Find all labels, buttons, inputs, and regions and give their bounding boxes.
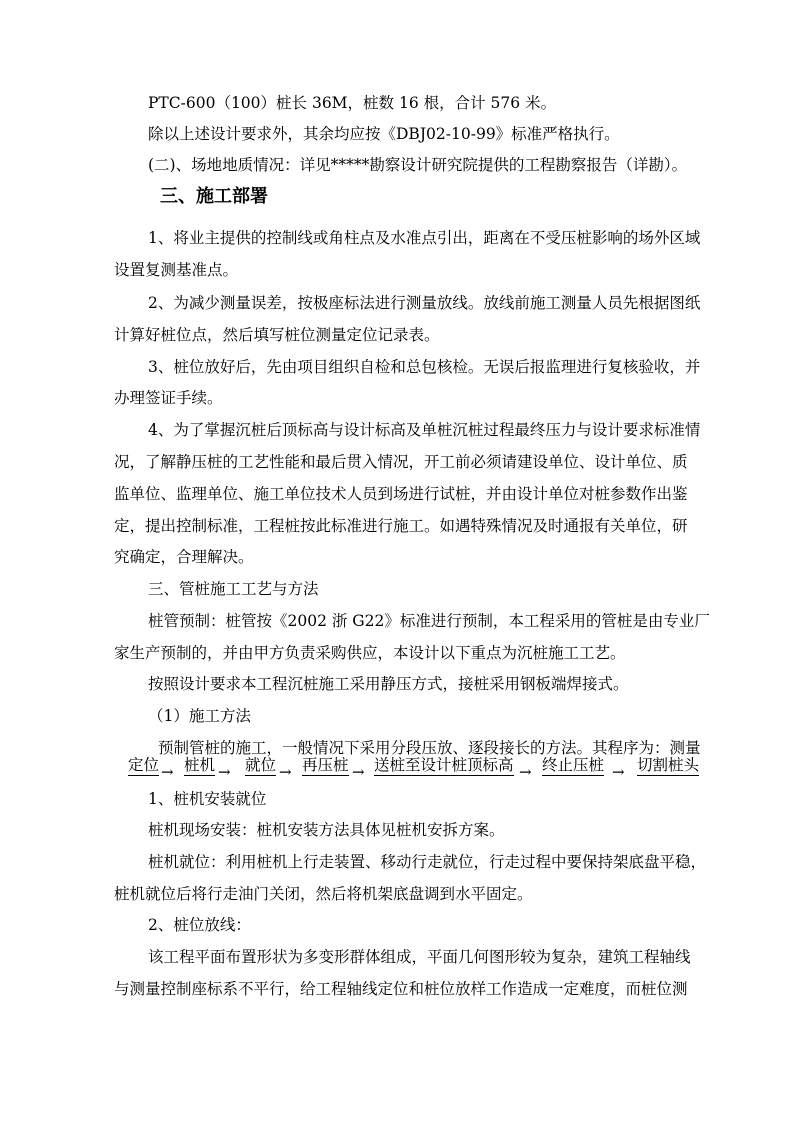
flow-step: 终止压桩 [542, 756, 605, 774]
text-line: 桩机现场安装：桩机安装方法具体见桩机安拆方案。 [148, 821, 505, 839]
text-line: PTC-600（100）桩长 36M，桩数 16 根，合计 576 米。 [148, 94, 557, 112]
text-line: 按照设计要求本工程沉桩施工采用静压方式，接桩采用钢板端焊接式。 [148, 675, 629, 693]
text-line: 设置复测基准点。 [114, 261, 239, 279]
text-line: 2、为减少测量误差，按极座标法进行测量放线。放线前施工测量人员先根据图纸 [148, 294, 701, 312]
subsection-heading: 三、管桩施工工艺与方法 [148, 580, 319, 598]
text-line: 桩机就位：利用桩机上行走装置、移动行走就位，行走过程中要保持架底盘平稳， [148, 853, 707, 871]
flow-step: 切割桩头 [637, 756, 700, 774]
text-line: 况，了解静压桩的工艺性能和最后贯入情况，开工前必须请建设单位、设计单位、质 [114, 453, 688, 471]
text-line: (二)、场地地质情况：详见*****勘察设计研究院提供的工程勘察报告（详勘）。 [148, 156, 688, 174]
text-line: 4、为了掌握沉桩后顶标高与设计标高及单桩沉桩过程最终压力与设计要求标准情 [148, 421, 701, 439]
text-line: 该工程平面布置形状为多变形群体组成，平面几何图形较为复杂，建筑工程轴线 [148, 948, 691, 966]
arrow-right-icon: → [519, 763, 532, 781]
flow-step: 送桩至设计桩顶标高 [374, 756, 514, 774]
arrow-right-icon: → [161, 763, 174, 781]
text-line: 计算好桩位点，然后填写桩位测量定位记录表。 [114, 326, 440, 344]
text-line: 预制管桩的施工，一般情况下采用分段压放、逐段接长的方法。其程序为：测量 [158, 739, 701, 757]
subsection-heading: 1、桩机安装就位 [148, 790, 267, 808]
flow-step: 再压桩 [302, 756, 349, 774]
text-line: 3、桩位放好后，先由项目组织自检和总包核检。无误后报监理进行复核验收，并 [148, 358, 701, 376]
text-line: 家生产预制的，并由甲方负责采购供应，本设计以下重点为沉桩施工工艺。 [114, 644, 626, 662]
arrow-right-icon: → [279, 763, 292, 781]
subsection-heading: （1）施工方法 [148, 707, 251, 725]
text-line: 办理签证手续。 [114, 389, 223, 407]
text-line: 桩机就位后将行走油门关闭，然后将机架底盘调到水平固定。 [114, 885, 533, 903]
arrow-right-icon: → [612, 763, 625, 781]
arrow-right-icon: → [218, 763, 231, 781]
text-line: 定，提出控制标准，工程桩按此标准进行施工。如遇特殊情况及时通报有关单位，研 [114, 517, 688, 535]
arrow-right-icon: → [352, 763, 365, 781]
flow-step: 就位 [245, 756, 277, 774]
subsection-heading: 2、桩位放线： [148, 916, 251, 934]
text-line: 监单位、监理单位、施工单位技术人员到场进行试桩，并由设计单位对桩参数作出鉴 [114, 485, 688, 503]
flow-step: 定位 [128, 756, 160, 774]
section-heading: 三、施工部署 [160, 186, 268, 207]
text-line: 1、将业主提供的控制线或角柱点及水准点引出，距离在不受压桩影响的场外区域 [148, 229, 701, 247]
text-line: 究确定，合理解决。 [114, 548, 254, 566]
text-line: 除以上述设计要求外，其余均应按《DBJ02-10-99》标准严格执行。 [148, 125, 620, 143]
process-flow [0, 755, 793, 785]
text-line: 桩管预制：桩管按《2002 浙 G22》标准进行预制，本工程采用的管桩是由专业厂 [148, 612, 710, 630]
flow-step: 桩机 [184, 756, 216, 774]
text-line: 与测量控制座标系不平行，给工程轴线定位和桩位放样工作造成一定难度，而桩位测 [114, 980, 688, 998]
